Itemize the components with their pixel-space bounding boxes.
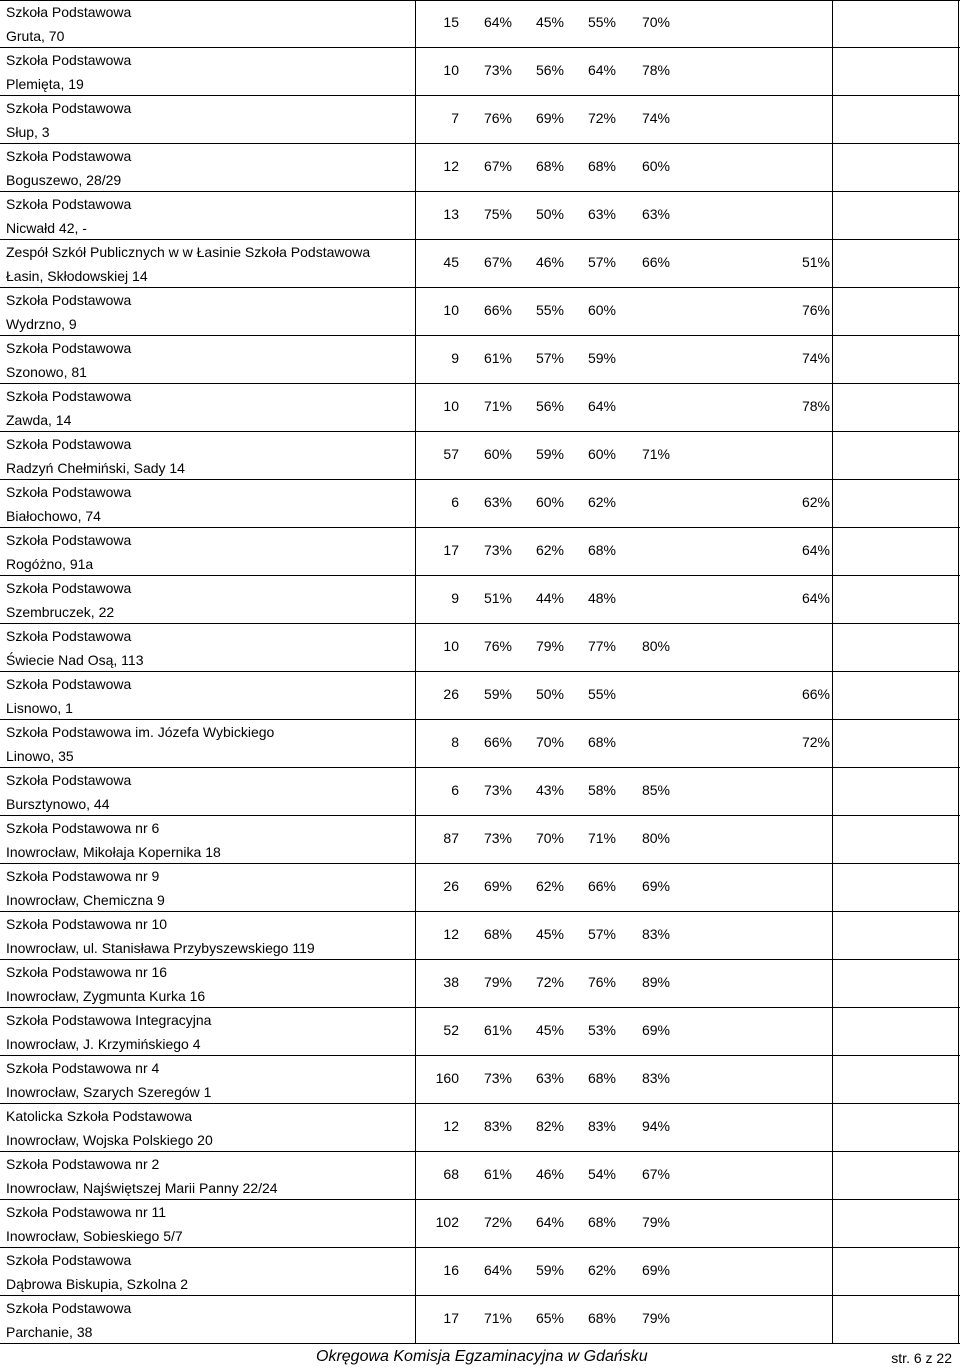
result-percent: 72% <box>483 1214 512 1230</box>
result-percent: 64% <box>801 542 830 558</box>
student-count: 9 <box>451 590 459 606</box>
school-name: Szkoła Podstawowa nr 9 <box>6 868 160 884</box>
result-percent: 66% <box>801 686 830 702</box>
column-divider <box>958 192 959 240</box>
table-row <box>0 1296 960 1344</box>
column-divider <box>832 768 833 816</box>
result-percent: 79% <box>641 1214 670 1230</box>
table-row <box>0 96 960 144</box>
student-count: 45 <box>443 254 459 270</box>
student-count: 15 <box>443 14 459 30</box>
column-divider <box>958 96 959 144</box>
table-row <box>0 1056 960 1104</box>
column-divider <box>958 1008 959 1056</box>
result-percent: 60% <box>641 158 670 174</box>
table-row <box>0 480 960 528</box>
table-row <box>0 768 960 816</box>
column-divider <box>832 720 833 768</box>
result-percent: 76% <box>587 974 616 990</box>
school-name: Szkoła Podstawowa <box>6 100 132 116</box>
page-number: str. 6 z 22 <box>891 1350 952 1366</box>
student-count: 10 <box>443 302 459 318</box>
result-percent: 43% <box>535 782 564 798</box>
school-address: Parchanie, 38 <box>6 1324 93 1340</box>
result-percent: 55% <box>587 14 616 30</box>
student-count: 26 <box>443 686 459 702</box>
column-divider <box>958 768 959 816</box>
school-name: Szkoła Podstawowa <box>6 484 132 500</box>
result-percent: 69% <box>641 1022 670 1038</box>
table-row <box>0 0 960 48</box>
column-divider <box>832 48 833 96</box>
result-percent: 68% <box>587 542 616 558</box>
school-address: Boguszewo, 28/29 <box>6 172 122 188</box>
column-divider <box>832 432 833 480</box>
result-percent: 71% <box>483 398 512 414</box>
result-percent: 64% <box>535 1214 564 1230</box>
column-divider <box>832 624 833 672</box>
student-count: 6 <box>451 782 459 798</box>
column-divider <box>832 144 833 192</box>
student-count: 17 <box>443 542 459 558</box>
column-divider <box>958 432 959 480</box>
school-address: Rogóżno, 91a <box>6 556 94 572</box>
column-divider <box>832 576 833 624</box>
column-divider <box>958 720 959 768</box>
table-row <box>0 336 960 384</box>
column-divider <box>958 48 959 96</box>
school-address: Inowrocław, Najświętszej Marii Panny 22/24 <box>6 1180 278 1196</box>
result-percent: 50% <box>535 206 564 222</box>
result-percent: 68% <box>587 1310 616 1326</box>
result-percent: 54% <box>587 1166 616 1182</box>
column-divider <box>958 528 959 576</box>
result-percent: 64% <box>587 398 616 414</box>
table-row <box>0 576 960 624</box>
school-address: Inowrocław, ul. Stanisława Przybyszewskiego 119 <box>6 940 315 956</box>
result-percent: 61% <box>483 350 512 366</box>
result-percent: 67% <box>641 1166 670 1182</box>
table-row <box>0 144 960 192</box>
result-percent: 62% <box>587 1262 616 1278</box>
column-divider <box>832 864 833 912</box>
result-percent: 63% <box>587 206 616 222</box>
result-percent: 46% <box>535 254 564 270</box>
column-divider <box>958 480 959 528</box>
result-percent: 58% <box>587 782 616 798</box>
result-percent: 73% <box>483 830 512 846</box>
column-divider <box>832 336 833 384</box>
column-divider <box>958 624 959 672</box>
result-percent: 78% <box>801 398 830 414</box>
result-percent: 62% <box>801 494 830 510</box>
column-divider <box>958 336 959 384</box>
result-percent: 64% <box>483 14 512 30</box>
school-name: Szkoła Podstawowa <box>6 1300 132 1316</box>
column-divider <box>832 1152 833 1200</box>
result-percent: 56% <box>535 62 564 78</box>
result-percent: 45% <box>535 14 564 30</box>
column-divider <box>958 288 959 336</box>
table-row <box>0 816 960 864</box>
school-name: Szkoła Podstawowa <box>6 52 132 68</box>
result-percent: 44% <box>535 590 564 606</box>
result-percent: 73% <box>483 782 512 798</box>
school-address: Nicwałd 42, - <box>6 220 87 236</box>
table-row <box>0 432 960 480</box>
school-address: Inowrocław, Sobieskiego 5/7 <box>6 1228 183 1244</box>
column-divider <box>832 288 833 336</box>
column-divider <box>958 960 959 1008</box>
table-row <box>0 624 960 672</box>
column-divider <box>832 912 833 960</box>
footer-institution: Okręgowa Komisja Egzaminacyjna w Gdańsku <box>316 1348 648 1365</box>
school-name: Szkoła Podstawowa Integracyjna <box>6 1012 212 1028</box>
column-divider <box>958 1056 959 1104</box>
result-percent: 69% <box>641 1262 670 1278</box>
column-divider <box>832 96 833 144</box>
result-percent: 67% <box>483 254 512 270</box>
student-count: 13 <box>443 206 459 222</box>
school-address: Inowrocław, Mikołaja Kopernika 18 <box>6 844 221 860</box>
result-percent: 48% <box>587 590 616 606</box>
result-percent: 79% <box>535 638 564 654</box>
school-name: Szkoła Podstawowa <box>6 772 132 788</box>
table-row <box>0 1104 960 1152</box>
result-percent: 71% <box>483 1310 512 1326</box>
column-divider <box>832 672 833 720</box>
student-count: 12 <box>443 1118 459 1134</box>
table-row <box>0 960 960 1008</box>
table-row <box>0 1200 960 1248</box>
result-percent: 69% <box>483 878 512 894</box>
result-percent: 75% <box>483 206 512 222</box>
result-percent: 83% <box>641 1070 670 1086</box>
student-count: 68 <box>443 1166 459 1182</box>
column-divider <box>958 144 959 192</box>
school-address: Słup, 3 <box>6 124 50 140</box>
school-name: Szkoła Podstawowa nr 4 <box>6 1060 160 1076</box>
result-percent: 67% <box>483 158 512 174</box>
result-percent: 80% <box>641 830 670 846</box>
table-row <box>0 720 960 768</box>
result-percent: 70% <box>535 734 564 750</box>
school-address: Świecie Nad Osą, 113 <box>6 652 144 668</box>
table-row <box>0 384 960 432</box>
result-percent: 76% <box>801 302 830 318</box>
school-name: Szkoła Podstawowa <box>6 340 132 356</box>
student-count: 87 <box>443 830 459 846</box>
table-row <box>0 1008 960 1056</box>
result-percent: 64% <box>483 1262 512 1278</box>
school-address: Plemięta, 19 <box>6 76 84 92</box>
result-percent: 73% <box>483 62 512 78</box>
school-name: Katolicka Szkoła Podstawowa <box>6 1108 192 1124</box>
column-divider <box>958 1296 959 1344</box>
student-count: 26 <box>443 878 459 894</box>
school-address: Szonowo, 81 <box>6 364 87 380</box>
student-count: 17 <box>443 1310 459 1326</box>
student-count: 10 <box>443 398 459 414</box>
column-divider <box>832 816 833 864</box>
table-row <box>0 1248 960 1296</box>
column-divider <box>958 1152 959 1200</box>
result-percent: 69% <box>535 110 564 126</box>
column-divider <box>958 816 959 864</box>
result-percent: 82% <box>535 1118 564 1134</box>
school-name: Szkoła Podstawowa im. Józefa Wybickiego <box>6 724 275 740</box>
result-percent: 65% <box>535 1310 564 1326</box>
column-divider <box>958 240 959 288</box>
school-address: Białochowo, 74 <box>6 508 101 524</box>
school-address: Łasin, Skłodowskiej 14 <box>6 268 148 284</box>
result-percent: 69% <box>641 878 670 894</box>
result-percent: 66% <box>483 734 512 750</box>
result-percent: 53% <box>587 1022 616 1038</box>
school-name: Szkoła Podstawowa <box>6 148 132 164</box>
result-percent: 59% <box>587 350 616 366</box>
column-divider <box>832 192 833 240</box>
column-divider <box>958 864 959 912</box>
column-divider <box>832 528 833 576</box>
result-percent: 63% <box>535 1070 564 1086</box>
result-percent: 56% <box>535 398 564 414</box>
school-name: Szkoła Podstawowa <box>6 580 132 596</box>
result-percent: 57% <box>587 254 616 270</box>
result-percent: 59% <box>535 446 564 462</box>
school-name: Szkoła Podstawowa nr 2 <box>6 1156 160 1172</box>
student-count: 38 <box>443 974 459 990</box>
student-count: 9 <box>451 350 459 366</box>
column-divider <box>832 384 833 432</box>
result-percent: 94% <box>641 1118 670 1134</box>
column-divider <box>832 1056 833 1104</box>
student-count: 12 <box>443 926 459 942</box>
result-percent: 83% <box>483 1118 512 1134</box>
table-row <box>0 672 960 720</box>
result-percent: 77% <box>587 638 616 654</box>
result-percent: 68% <box>587 158 616 174</box>
student-count: 10 <box>443 62 459 78</box>
result-percent: 57% <box>535 350 564 366</box>
result-percent: 61% <box>483 1022 512 1038</box>
result-percent: 51% <box>483 590 512 606</box>
student-count: 16 <box>443 1262 459 1278</box>
student-count: 6 <box>451 494 459 510</box>
school-name: Szkoła Podstawowa <box>6 4 132 20</box>
school-address: Inowrocław, Szarych Szeregów 1 <box>6 1084 212 1100</box>
result-percent: 63% <box>641 206 670 222</box>
result-percent: 73% <box>483 1070 512 1086</box>
school-address: Inowrocław, Wojska Polskiego 20 <box>6 1132 213 1148</box>
school-address: Linowo, 35 <box>6 748 74 764</box>
result-percent: 85% <box>641 782 670 798</box>
school-address: Wydrzno, 9 <box>6 316 77 332</box>
school-name: Szkoła Podstawowa <box>6 388 132 404</box>
student-count: 160 <box>435 1070 459 1086</box>
result-percent: 57% <box>587 926 616 942</box>
result-percent: 74% <box>641 110 670 126</box>
result-percent: 45% <box>535 926 564 942</box>
school-name: Szkoła Podstawowa <box>6 1252 132 1268</box>
result-percent: 68% <box>587 734 616 750</box>
school-address: Inowrocław, J. Krzymińskiego 4 <box>6 1036 201 1052</box>
school-name: Szkoła Podstawowa <box>6 532 132 548</box>
result-percent: 46% <box>535 1166 564 1182</box>
result-percent: 61% <box>483 1166 512 1182</box>
result-percent: 64% <box>587 62 616 78</box>
column-divider <box>958 1248 959 1296</box>
result-percent: 45% <box>535 1022 564 1038</box>
column-divider <box>832 1296 833 1344</box>
school-name: Szkoła Podstawowa nr 10 <box>6 916 168 932</box>
result-percent: 79% <box>483 974 512 990</box>
result-percent: 80% <box>641 638 670 654</box>
column-divider <box>958 384 959 432</box>
column-divider <box>832 480 833 528</box>
column-divider <box>958 1200 959 1248</box>
school-name: Szkoła Podstawowa nr 16 <box>6 964 168 980</box>
table-row <box>0 1152 960 1200</box>
table-row <box>0 528 960 576</box>
result-percent: 55% <box>535 302 564 318</box>
result-percent: 71% <box>587 830 616 846</box>
result-percent: 68% <box>483 926 512 942</box>
student-count: 57 <box>443 446 459 462</box>
table-row <box>0 912 960 960</box>
student-count: 52 <box>443 1022 459 1038</box>
student-count: 102 <box>435 1214 459 1230</box>
school-address: Lisnowo, 1 <box>6 700 73 716</box>
page-footer <box>0 1344 960 1368</box>
school-address: Gruta, 70 <box>6 28 65 44</box>
school-address: Zawda, 14 <box>6 412 72 428</box>
column-divider <box>958 1104 959 1152</box>
result-percent: 63% <box>483 494 512 510</box>
result-percent: 76% <box>483 638 512 654</box>
result-percent: 72% <box>587 110 616 126</box>
column-divider <box>832 1248 833 1296</box>
school-name: Szkoła Podstawowa nr 6 <box>6 820 160 836</box>
school-address: Inowrocław, Zygmunta Kurka 16 <box>6 988 206 1004</box>
school-name: Szkoła Podstawowa <box>6 676 132 692</box>
result-percent: 68% <box>587 1214 616 1230</box>
column-divider <box>958 912 959 960</box>
column-divider <box>832 1008 833 1056</box>
result-percent: 62% <box>535 878 564 894</box>
column-divider <box>832 960 833 1008</box>
school-name: Zespół Szkół Publicznych w w Łasinie Szkoła Podstawowa <box>6 244 371 260</box>
column-divider <box>958 576 959 624</box>
school-address: Szembruczek, 22 <box>6 604 115 620</box>
result-percent: 70% <box>641 14 670 30</box>
result-percent: 50% <box>535 686 564 702</box>
table-row <box>0 288 960 336</box>
column-divider <box>832 1200 833 1248</box>
school-address: Bursztynowo, 44 <box>6 796 110 812</box>
table-top-border <box>0 0 960 1</box>
student-count: 10 <box>443 638 459 654</box>
result-percent: 64% <box>801 590 830 606</box>
result-percent: 71% <box>641 446 670 462</box>
result-percent: 59% <box>483 686 512 702</box>
table-row <box>0 48 960 96</box>
column-divider <box>958 672 959 720</box>
table-row <box>0 192 960 240</box>
result-percent: 51% <box>801 254 830 270</box>
result-percent: 70% <box>535 830 564 846</box>
result-percent: 78% <box>641 62 670 78</box>
school-name: Szkoła Podstawowa <box>6 628 132 644</box>
column-divider <box>832 1104 833 1152</box>
school-name: Szkoła Podstawowa <box>6 436 132 452</box>
column-divider <box>832 240 833 288</box>
student-count: 12 <box>443 158 459 174</box>
result-percent: 73% <box>483 542 512 558</box>
result-percent: 83% <box>641 926 670 942</box>
result-percent: 62% <box>535 542 564 558</box>
school-name: Szkoła Podstawowa <box>6 196 132 212</box>
school-address: Dąbrowa Biskupia, Szkolna 2 <box>6 1276 189 1292</box>
column-divider <box>958 0 959 48</box>
result-percent: 60% <box>587 446 616 462</box>
result-percent: 66% <box>587 878 616 894</box>
school-name: Szkoła Podstawowa nr 11 <box>6 1204 167 1220</box>
student-count: 7 <box>451 110 459 126</box>
student-count: 8 <box>451 734 459 750</box>
result-percent: 89% <box>641 974 670 990</box>
result-percent: 66% <box>641 254 670 270</box>
result-percent: 72% <box>801 734 830 750</box>
result-percent: 79% <box>641 1310 670 1326</box>
result-percent: 68% <box>587 1070 616 1086</box>
result-percent: 62% <box>587 494 616 510</box>
school-address: Radzyń Chełmiński, Sady 14 <box>6 460 185 476</box>
result-percent: 72% <box>535 974 564 990</box>
result-percent: 83% <box>587 1118 616 1134</box>
result-percent: 60% <box>535 494 564 510</box>
table-row <box>0 864 960 912</box>
result-percent: 68% <box>535 158 564 174</box>
result-percent: 76% <box>483 110 512 126</box>
result-percent: 60% <box>483 446 512 462</box>
result-percent: 74% <box>801 350 830 366</box>
school-address: Inowrocław, Chemiczna 9 <box>6 892 165 908</box>
result-percent: 55% <box>587 686 616 702</box>
column-divider <box>832 0 833 48</box>
result-percent: 59% <box>535 1262 564 1278</box>
school-name: Szkoła Podstawowa <box>6 292 132 308</box>
table-row <box>0 240 960 288</box>
result-percent: 66% <box>483 302 512 318</box>
result-percent: 60% <box>587 302 616 318</box>
